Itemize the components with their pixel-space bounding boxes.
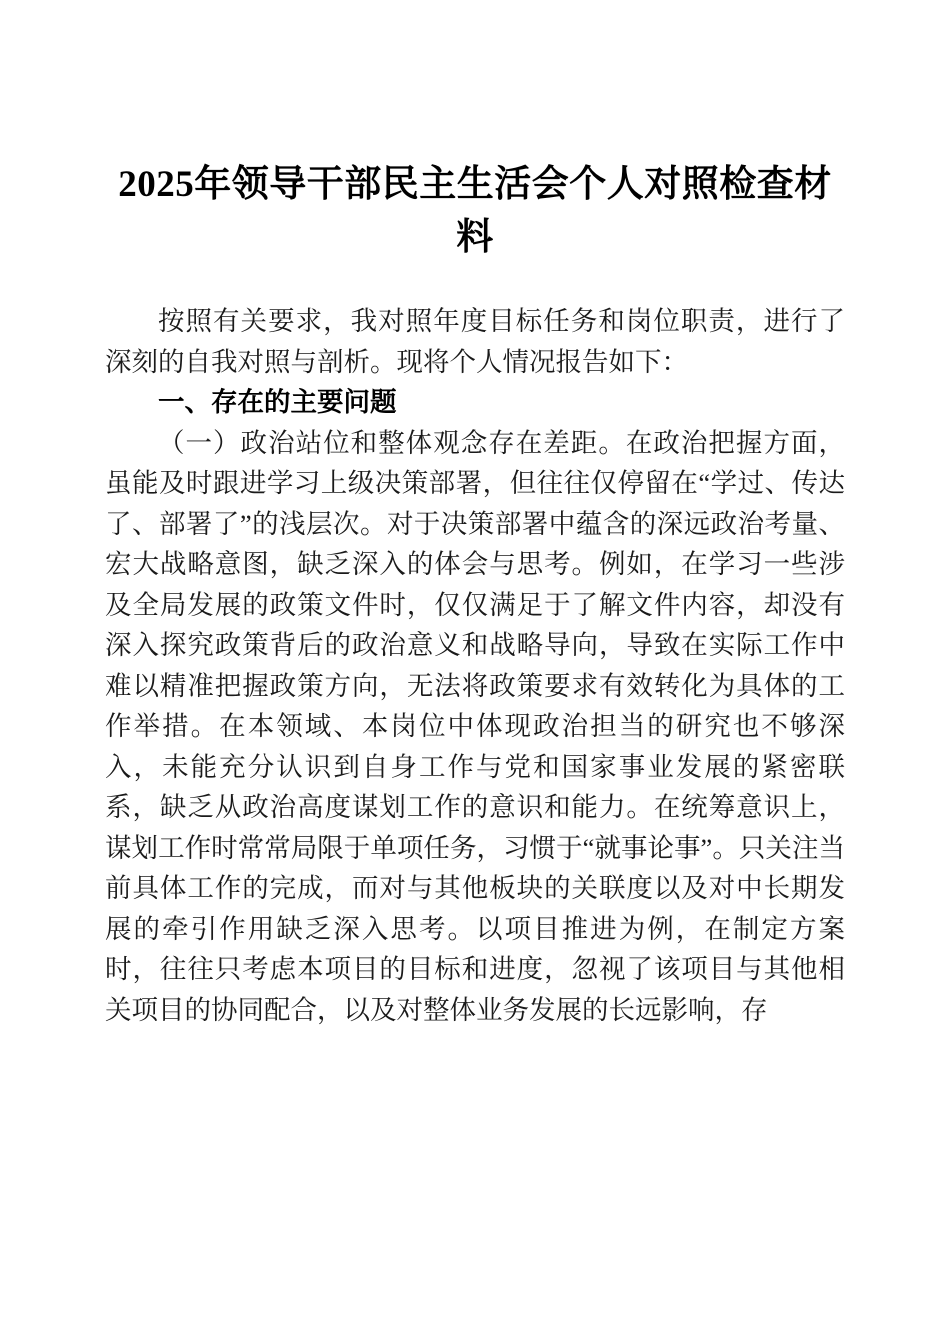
- page-title: 2025年领导干部民主生活会个人对照检查材料: [118, 164, 832, 258]
- subsection-paragraph-one: （一）政治站位和整体观念存在差距。在政治把握方面，虽能及时跟进学习上级决策部署，但往往仅停留在“学过、传达了、部署了”的浅层次。对于决策部署中蕴含的深远政治考量、宏大战略意图，缺乏深入的体会与思考。例如，在学习一些涉及全局发展的政策文件时，仅仅满足于了解文件内容，却没有深入探究政策背后的政治意义和战略导向，导致在实际工作中难以精准把握政策方向，无法将政策要求有效转化为具体的工作举措。在本领域、本岗位中体现政治担当的研究也不够深入，未能充分认识到自身工作与党和国家事业发展的紧密联系，缺乏从政治高度谋划工作的意识和能力。在统筹意识上，谋划工作时常常局限于单项任务，习惯于“就事论事”。只关注当前具体工作的完成，而对与其他板块的关联度以及对中长期发展的牵引作用缺乏深入思考。以项目推进为例，在制定方案时，往往只考虑本项目的目标和进度，忽视了该项目与其他相关项目的协同配合，以及对整体业务发展的长远影响，存: [105, 427, 845, 1025]
- document-body: [105, 0, 845, 1030]
- intro-paragraph: 按照有关要求，我对照年度目标任务和岗位职责，进行了深刻的自我对照与剖析。现将个人情况报告如下：: [105, 306, 845, 377]
- section-heading-one: 一、存在的主要问题: [158, 387, 397, 417]
